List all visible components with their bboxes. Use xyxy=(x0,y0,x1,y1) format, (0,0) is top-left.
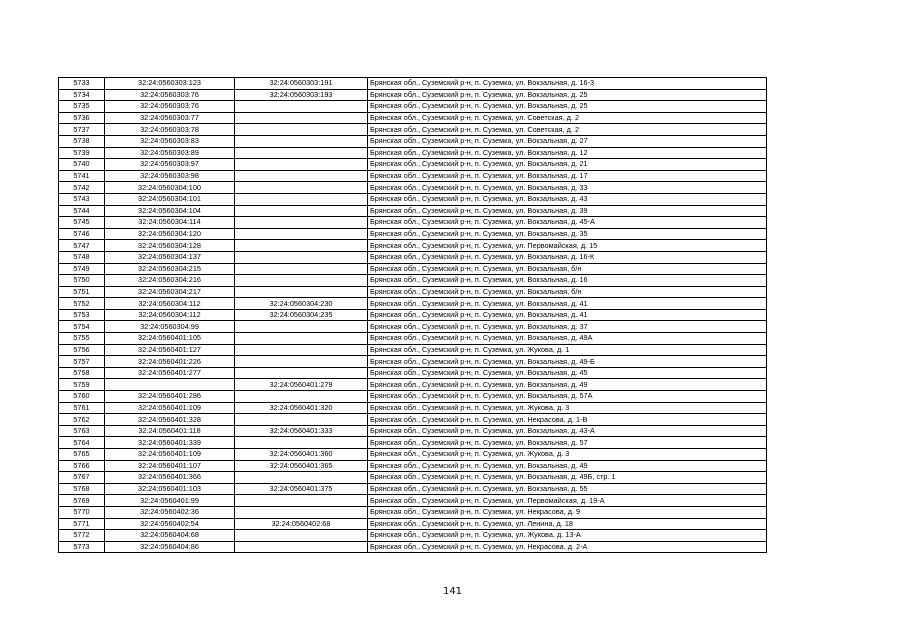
row-number-cell: 5767 xyxy=(59,472,105,484)
related-cadastral-number-cell xyxy=(235,135,368,147)
cadastral-number-cell: 32:24:0560304:137 xyxy=(105,251,235,263)
related-cadastral-number-cell xyxy=(235,344,368,356)
related-cadastral-number-cell xyxy=(235,321,368,333)
address-cell: Брянская обл., Суземский р-н, п. Суземка, ул. Жукова, д. 13-А xyxy=(368,530,767,542)
cadastral-number-cell: 32:24:0560304:216 xyxy=(105,275,235,287)
table-row xyxy=(59,298,767,310)
cadastral-number-cell: 32:24:0560404:86 xyxy=(105,541,235,553)
table-row xyxy=(59,147,767,159)
table-row xyxy=(59,414,767,426)
row-number-cell: 5771 xyxy=(59,518,105,530)
cadastral-number-cell: 32:24:0560304:112 xyxy=(105,298,235,310)
related-cadastral-number-cell: 32:24:0560401:279 xyxy=(235,379,368,391)
address-cell: Брянская обл., Суземский р-н, п. Суземка, ул. Вокзальная, д. 27 xyxy=(368,135,767,147)
address-cell: Брянская обл., Суземский р-н, п. Суземка, ул. Советская, д. 2 xyxy=(368,124,767,136)
cadastral-number-cell: 32:24:0560401:109 xyxy=(105,449,235,461)
table-row xyxy=(59,530,767,542)
related-cadastral-number-cell xyxy=(235,182,368,194)
table-row xyxy=(59,159,767,171)
row-number-cell: 5751 xyxy=(59,286,105,298)
table-row xyxy=(59,228,767,240)
related-cadastral-number-cell: 32:24:0560401:333 xyxy=(235,425,368,437)
address-cell: Брянская обл., Суземский р-н, п. Суземка, ул. Вокзальная, д. 16-К xyxy=(368,251,767,263)
cadastral-number-cell: 32:24:0560401:277 xyxy=(105,367,235,379)
table-row xyxy=(59,89,767,101)
table-row xyxy=(59,321,767,333)
related-cadastral-number-cell xyxy=(235,356,368,368)
row-number-cell: 5754 xyxy=(59,321,105,333)
address-cell: Брянская обл., Суземский р-н, п. Суземка, ул. Вокзальная, д. 45-А xyxy=(368,217,767,229)
row-number-cell: 5773 xyxy=(59,541,105,553)
cadastral-number-cell: 32:24:0560303:123 xyxy=(105,78,235,90)
address-cell: Брянская обл., Суземский р-н, п. Суземка, ул. Вокзальная, д. 12 xyxy=(368,147,767,159)
cadastral-number-cell: 32:24:0560303:97 xyxy=(105,159,235,171)
cadastral-number-cell: 32:24:0560401:99 xyxy=(105,495,235,507)
address-cell: Брянская обл., Суземский р-н, п. Суземка, ул. Вокзальная, б/н xyxy=(368,286,767,298)
address-cell: Брянская обл., Суземский р-н, п. Суземка, ул. Вокзальная, д. 16 xyxy=(368,275,767,287)
address-cell: Брянская обл., Суземский р-н, п. Суземка, ул. Вокзальная, д. 33 xyxy=(368,182,767,194)
row-number-cell: 5763 xyxy=(59,425,105,437)
related-cadastral-number-cell: 32:24:0560303:193 xyxy=(235,89,368,101)
related-cadastral-number-cell xyxy=(235,240,368,252)
address-cell: Брянская обл., Суземский р-н, п. Суземка, ул. Вокзальная, д. 49Б, стр. 1 xyxy=(368,472,767,484)
address-cell: Брянская обл., Суземский р-н, п. Суземка, ул. Некрасова, д. 2-А xyxy=(368,541,767,553)
row-number-cell: 5752 xyxy=(59,298,105,310)
table-row xyxy=(59,182,767,194)
address-cell: Брянская обл., Суземский р-н, п. Суземка, ул. Вокзальная, д. 57А xyxy=(368,391,767,403)
related-cadastral-number-cell xyxy=(235,275,368,287)
row-number-cell: 5753 xyxy=(59,309,105,321)
table-row xyxy=(59,112,767,124)
cadastral-number-cell: 32:24:0560304:104 xyxy=(105,205,235,217)
cadastral-number-cell: 32:24:0560404:68 xyxy=(105,530,235,542)
address-cell: Брянская обл., Суземский р-н, п. Суземка, ул. Вокзальная, д. 25 xyxy=(368,101,767,113)
cadastral-number-cell: 32:24:0560303:77 xyxy=(105,112,235,124)
table-row xyxy=(59,240,767,252)
cadastral-number-cell: 32:24:0560401:103 xyxy=(105,483,235,495)
row-number-cell: 5757 xyxy=(59,356,105,368)
table-row xyxy=(59,472,767,484)
table-row xyxy=(59,541,767,553)
related-cadastral-number-cell xyxy=(235,101,368,113)
row-number-cell: 5733 xyxy=(59,78,105,90)
related-cadastral-number-cell xyxy=(235,251,368,263)
row-number-cell: 5734 xyxy=(59,89,105,101)
cadastral-number-cell: 32:24:0560401:366 xyxy=(105,472,235,484)
address-cell: Брянская обл., Суземский р-н, п. Суземка, ул. Жукова, д. 3 xyxy=(368,449,767,461)
related-cadastral-number-cell xyxy=(235,495,368,507)
table-row xyxy=(59,263,767,275)
address-cell: Брянская обл., Суземский р-н, п. Суземка, ул. Вокзальная, д. 35 xyxy=(368,228,767,240)
table-row xyxy=(59,170,767,182)
related-cadastral-number-cell xyxy=(235,506,368,518)
cadastral-number-cell: 32:24:0560401:127 xyxy=(105,344,235,356)
table-row xyxy=(59,309,767,321)
related-cadastral-number-cell: 32:24:0560401:365 xyxy=(235,460,368,472)
table-row xyxy=(59,518,767,530)
table-row xyxy=(59,483,767,495)
row-number-cell: 5743 xyxy=(59,193,105,205)
cadastral-number-cell xyxy=(105,379,235,391)
row-number-cell: 5744 xyxy=(59,205,105,217)
table-row xyxy=(59,78,767,90)
table-row xyxy=(59,367,767,379)
related-cadastral-number-cell xyxy=(235,205,368,217)
cadastral-number-cell: 32:24:0560401:118 xyxy=(105,425,235,437)
address-cell: Брянская обл., Суземский р-н, п. Суземка, ул. Вокзальная, д. 39 xyxy=(368,205,767,217)
cadastral-number-cell: 32:24:0560304:114 xyxy=(105,217,235,229)
address-cell: Брянская обл., Суземский р-н, п. Суземка, ул. Вокзальная, д. 41 xyxy=(368,309,767,321)
related-cadastral-number-cell xyxy=(235,159,368,171)
related-cadastral-number-cell xyxy=(235,530,368,542)
row-number-cell: 5749 xyxy=(59,263,105,275)
row-number-cell: 5747 xyxy=(59,240,105,252)
row-number-cell: 5740 xyxy=(59,159,105,171)
address-cell: Брянская обл., Суземский р-н, п. Суземка, ул. Советская, д. 2 xyxy=(368,112,767,124)
table-row xyxy=(59,217,767,229)
table-row xyxy=(59,402,767,414)
row-number-cell: 5750 xyxy=(59,275,105,287)
address-cell: Брянская обл., Суземский р-н, п. Суземка, ул. Ленина, д. 18 xyxy=(368,518,767,530)
related-cadastral-number-cell xyxy=(235,147,368,159)
row-number-cell: 5745 xyxy=(59,217,105,229)
cadastral-number-cell: 32:24:0560303:76 xyxy=(105,101,235,113)
related-cadastral-number-cell xyxy=(235,217,368,229)
row-number-cell: 5755 xyxy=(59,333,105,345)
table-row xyxy=(59,506,767,518)
cadastral-number-cell: 32:24:0560401:107 xyxy=(105,460,235,472)
related-cadastral-number-cell xyxy=(235,367,368,379)
address-cell: Брянская обл., Суземский р-н, п. Суземка, ул. Вокзальная, д. 49 xyxy=(368,379,767,391)
cadastral-number-cell: 32:24:0560401:105 xyxy=(105,333,235,345)
related-cadastral-number-cell xyxy=(235,124,368,136)
address-cell: Брянская обл., Суземский р-н, п. Суземка, ул. Вокзальная, д. 57 xyxy=(368,437,767,449)
address-cell: Брянская обл., Суземский р-н, п. Суземка, ул. Жукова, д. 3 xyxy=(368,402,767,414)
cadastral-number-cell: 32:24:0560304:112 xyxy=(105,309,235,321)
table-row xyxy=(59,251,767,263)
cadastral-number-cell: 32:24:0560401:226 xyxy=(105,356,235,368)
row-number-cell: 5741 xyxy=(59,170,105,182)
row-number-cell: 5737 xyxy=(59,124,105,136)
table-row xyxy=(59,356,767,368)
cadastral-number-cell: 32:24:0560401:328 xyxy=(105,414,235,426)
row-number-cell: 5738 xyxy=(59,135,105,147)
cadastral-number-cell: 32:24:0560401:109 xyxy=(105,402,235,414)
related-cadastral-number-cell xyxy=(235,391,368,403)
table-row xyxy=(59,135,767,147)
cadastral-number-cell: 32:24:0560303:76 xyxy=(105,89,235,101)
address-cell: Брянская обл., Суземский р-н, п. Суземка, ул. Вокзальная, б/н xyxy=(368,263,767,275)
cadastral-number-cell: 32:24:0560303:98 xyxy=(105,170,235,182)
address-cell: Брянская обл., Суземский р-н, п. Суземка, ул. Вокзальная, д. 41 xyxy=(368,298,767,310)
row-number-cell: 5756 xyxy=(59,344,105,356)
related-cadastral-number-cell: 32:24:0560304:235 xyxy=(235,309,368,321)
related-cadastral-number-cell xyxy=(235,170,368,182)
address-cell: Брянская обл., Суземский р-н, п. Суземка, ул. Вокзальная, д. 21 xyxy=(368,159,767,171)
related-cadastral-number-cell xyxy=(235,263,368,275)
table-row xyxy=(59,449,767,461)
related-cadastral-number-cell xyxy=(235,228,368,240)
row-number-cell: 5759 xyxy=(59,379,105,391)
related-cadastral-number-cell xyxy=(235,437,368,449)
address-cell: Брянская обл., Суземский р-н, п. Суземка, ул. Вокзальная, д. 49А xyxy=(368,333,767,345)
related-cadastral-number-cell xyxy=(235,414,368,426)
table-row xyxy=(59,425,767,437)
cadastral-number-cell: 32:24:0560402:54 xyxy=(105,518,235,530)
related-cadastral-number-cell: 32:24:0560401:360 xyxy=(235,449,368,461)
cadastral-number-cell: 32:24:0560401:339 xyxy=(105,437,235,449)
related-cadastral-number-cell: 32:24:0560401:375 xyxy=(235,483,368,495)
address-cell: Брянская обл., Суземский р-н, п. Суземка, ул. Первомайская, д. 15 xyxy=(368,240,767,252)
row-number-cell: 5770 xyxy=(59,506,105,518)
cadastral-number-cell: 32:24:0560304:128 xyxy=(105,240,235,252)
row-number-cell: 5758 xyxy=(59,367,105,379)
table-row xyxy=(59,101,767,113)
related-cadastral-number-cell xyxy=(235,286,368,298)
page-number: 141 xyxy=(442,586,463,597)
address-cell: Брянская обл., Суземский р-н, п. Суземка, ул. Вокзальная, д. 43 xyxy=(368,193,767,205)
address-cell: Брянская обл., Суземский р-н, п. Суземка, ул. Вокзальная, д. 37 xyxy=(368,321,767,333)
cadastral-number-cell: 32:24:0560402:36 xyxy=(105,506,235,518)
address-cell: Брянская обл., Суземский р-н, п. Суземка, ул. Некрасова, д. 9 xyxy=(368,506,767,518)
register-table-body xyxy=(59,78,767,553)
table-row xyxy=(59,275,767,287)
row-number-cell: 5739 xyxy=(59,147,105,159)
related-cadastral-number-cell: 32:24:0560402:68 xyxy=(235,518,368,530)
table-row xyxy=(59,391,767,403)
row-number-cell: 5742 xyxy=(59,182,105,194)
cadastral-number-cell: 32:24:0560304:101 xyxy=(105,193,235,205)
row-number-cell: 5736 xyxy=(59,112,105,124)
address-cell: Брянская обл., Суземский р-н, п. Суземка, ул. Первомайская, д. 19-А xyxy=(368,495,767,507)
row-number-cell: 5766 xyxy=(59,460,105,472)
row-number-cell: 5735 xyxy=(59,101,105,113)
table-row xyxy=(59,333,767,345)
cadastral-number-cell: 32:24:0560303:83 xyxy=(105,135,235,147)
related-cadastral-number-cell: 32:24:0560304:230 xyxy=(235,298,368,310)
address-cell: Брянская обл., Суземский р-н, п. Суземка, ул. Некрасова, д. 1-В xyxy=(368,414,767,426)
address-cell: Брянская обл., Суземский р-н, п. Суземка, ул. Жукова, д. 1 xyxy=(368,344,767,356)
cadastral-number-cell: 32:24:0560303:89 xyxy=(105,147,235,159)
address-cell: Брянская обл., Суземский р-н, п. Суземка, ул. Вокзальная, д. 49 xyxy=(368,460,767,472)
table-row xyxy=(59,193,767,205)
table-row xyxy=(59,286,767,298)
address-cell: Брянская обл., Суземский р-н, п. Суземка, ул. Вокзальная, д. 16-3 xyxy=(368,78,767,90)
address-cell: Брянская обл., Суземский р-н, п. Суземка, ул. Вокзальная, д. 25 xyxy=(368,89,767,101)
address-cell: Брянская обл., Суземский р-н, п. Суземка, ул. Вокзальная, д. 45 xyxy=(368,367,767,379)
cadastral-number-cell: 32:24:0560303:78 xyxy=(105,124,235,136)
cadastral-number-cell: 32:24:0560304:120 xyxy=(105,228,235,240)
row-number-cell: 5769 xyxy=(59,495,105,507)
related-cadastral-number-cell xyxy=(235,333,368,345)
row-number-cell: 5765 xyxy=(59,449,105,461)
table-row xyxy=(59,344,767,356)
cadastral-number-cell: 32:24:0560304:217 xyxy=(105,286,235,298)
cadastral-number-cell: 32:24:0560304:100 xyxy=(105,182,235,194)
table-row xyxy=(59,124,767,136)
table-row xyxy=(59,379,767,391)
address-cell: Брянская обл., Суземский р-н, п. Суземка, ул. Вокзальная, д. 49-Б xyxy=(368,356,767,368)
related-cadastral-number-cell xyxy=(235,112,368,124)
related-cadastral-number-cell xyxy=(235,193,368,205)
row-number-cell: 5772 xyxy=(59,530,105,542)
address-cell: Брянская обл., Суземский р-н, п. Суземка, ул. Вокзальная, д. 55 xyxy=(368,483,767,495)
row-number-cell: 5760 xyxy=(59,391,105,403)
table-row xyxy=(59,495,767,507)
row-number-cell: 5764 xyxy=(59,437,105,449)
row-number-cell: 5768 xyxy=(59,483,105,495)
related-cadastral-number-cell xyxy=(235,541,368,553)
property-register-table xyxy=(58,77,767,553)
cadastral-number-cell: 32:24:0560304:99 xyxy=(105,321,235,333)
cadastral-number-cell: 32:24:0560401:286 xyxy=(105,391,235,403)
row-number-cell: 5762 xyxy=(59,414,105,426)
related-cadastral-number-cell: 32:24:0560401:320 xyxy=(235,402,368,414)
row-number-cell: 5761 xyxy=(59,402,105,414)
row-number-cell: 5746 xyxy=(59,228,105,240)
table-row xyxy=(59,205,767,217)
cadastral-number-cell: 32:24:0560304:215 xyxy=(105,263,235,275)
related-cadastral-number-cell: 32:24:0560303:191 xyxy=(235,78,368,90)
table-row xyxy=(59,437,767,449)
table-row xyxy=(59,460,767,472)
related-cadastral-number-cell xyxy=(235,472,368,484)
address-cell: Брянская обл., Суземский р-н, п. Суземка, ул. Вокзальная, д. 43-А xyxy=(368,425,767,437)
address-cell: Брянская обл., Суземский р-н, п. Суземка, ул. Вокзальная, д. 17 xyxy=(368,170,767,182)
row-number-cell: 5748 xyxy=(59,251,105,263)
